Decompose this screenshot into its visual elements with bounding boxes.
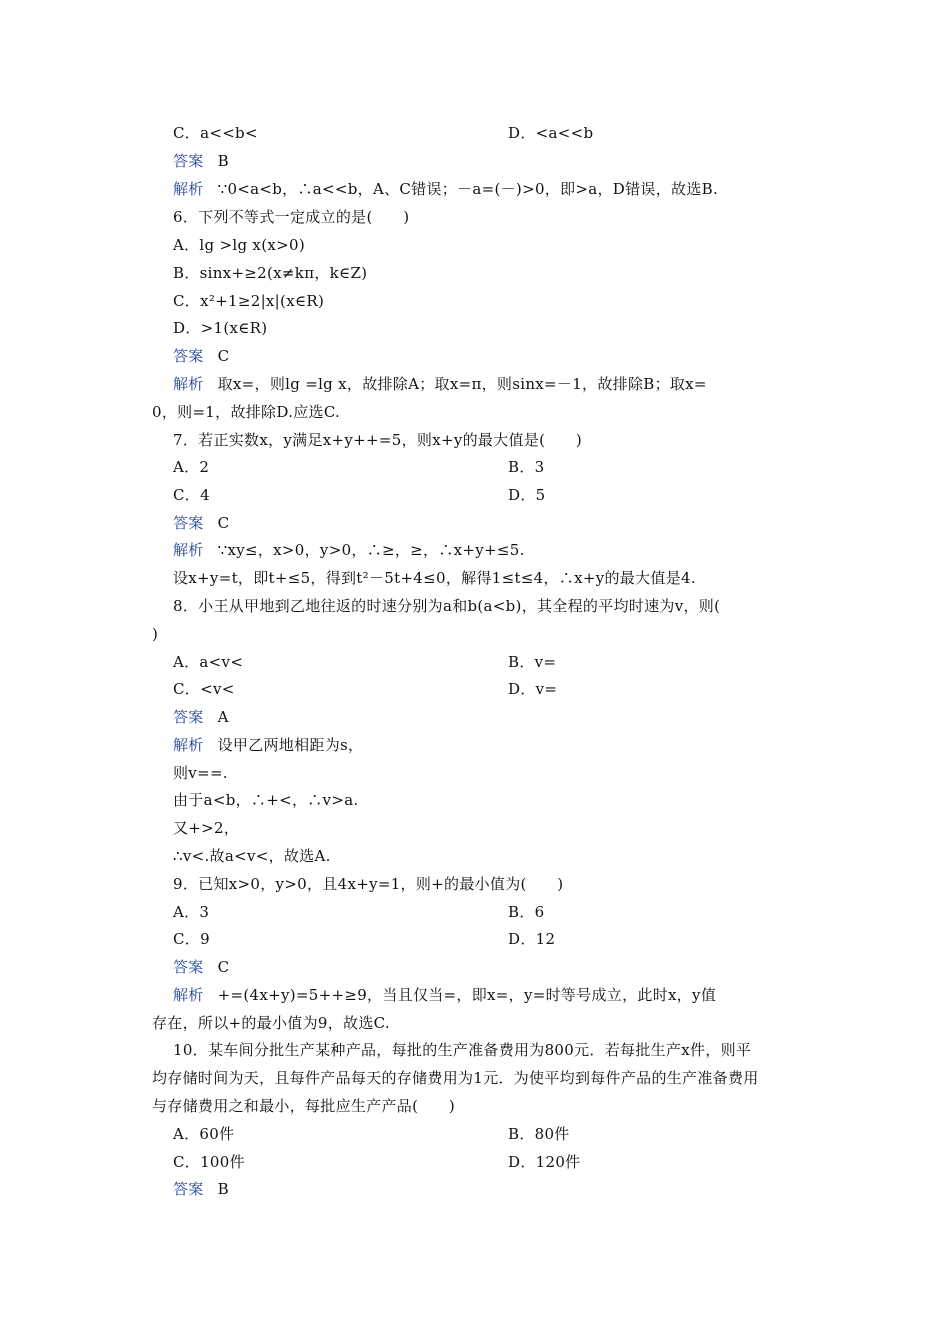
q8-answer	[173, 707, 229, 727]
analysis-label: 解析	[173, 541, 204, 559]
q9-option-a: A．3	[173, 903, 210, 921]
answer-label: 答案	[173, 958, 204, 976]
q6-option-b: B．sinx+≥2(x≠kπ，k∈Z)	[173, 264, 368, 282]
q6-option-a: A．lg >lg x(x>0)	[173, 236, 305, 254]
q8-analysis-line-5: ∴v<.故a<v<，故选A.	[173, 847, 331, 865]
analysis-text: ∵0<a<b，∴a<<b，A、C错误；－a=(－)>0，即>a，D错误，故选B.	[217, 180, 719, 198]
q8-option-a: A．a<v<	[173, 653, 244, 671]
q8-option-d: D．v=	[508, 680, 558, 698]
analysis-label: 解析	[173, 986, 204, 1004]
q10-stem-line-2: 均存储时间为天，且每件产品每天的存储费用为1元．为使平均到每件产品的生产准备费用	[152, 1069, 759, 1087]
q7-option-a: A．2	[173, 458, 210, 476]
q6-analysis-line-1	[173, 374, 707, 394]
q8-stem-line-2: )	[152, 625, 159, 643]
q10-option-d: D．120件	[508, 1153, 581, 1171]
q5-analysis	[173, 179, 718, 199]
q6-stem: 6．下列不等式一定成立的是( )	[173, 208, 410, 226]
q5-option-d: D．<a<<b	[508, 124, 594, 142]
q7-analysis-line-1	[173, 540, 525, 560]
q10-option-b: B．80件	[508, 1125, 570, 1143]
q6-option-d: D．>1(x∈R)	[173, 319, 268, 337]
q8-analysis-line-2: 则v==.	[173, 764, 228, 782]
answer-label: 答案	[173, 708, 204, 726]
answer-value: A	[217, 708, 229, 726]
q9-analysis-line-1	[173, 985, 716, 1005]
answer-label: 答案	[173, 514, 204, 532]
q8-option-b: B．v=	[508, 653, 557, 671]
q7-analysis-line-2: 设x+y=t，即t+≤5，得到t²－5t+4≤0，解得1≤t≤4，∴x+y的最大值是4.	[173, 569, 696, 587]
answer-value: B	[217, 152, 229, 170]
q9-answer	[173, 957, 229, 977]
q8-stem-line-1: 8．小王从甲地到乙地往返的时速分别为a和b(a<b)，其全程的平均时速为v，则(	[173, 597, 721, 615]
q6-option-c: C．x²+1≥2|x|(x∈R)	[173, 292, 325, 310]
q10-option-a: A．60件	[173, 1125, 235, 1143]
q7-option-c: C．4	[173, 486, 210, 504]
q10-option-c: C．100件	[173, 1153, 245, 1171]
q8-option-c: C．<v<	[173, 680, 235, 698]
analysis-text: 取x=，则lg =lg x，故排除A；取x=π，则sinx=－1，故排除B；取x=	[217, 375, 707, 393]
q9-analysis-line-2: 存在，所以+的最小值为9，故选C.	[152, 1014, 390, 1032]
q8-analysis-line-4: 又+>2，	[173, 819, 240, 837]
answer-value: C	[217, 347, 230, 365]
q8-analysis-line-1	[173, 735, 363, 755]
q7-option-d: D．5	[508, 486, 546, 504]
answer-label: 答案	[173, 347, 204, 365]
q6-analysis-line-2: 0，则=1，故排除D.应选C.	[152, 403, 341, 421]
analysis-text: ∵xy≤，x>0，y>0，∴≥，≥，∴x+y+≤5.	[217, 541, 525, 559]
q5-answer	[173, 151, 229, 171]
q10-answer	[173, 1179, 229, 1199]
answer-value: C	[217, 514, 230, 532]
answer-value: B	[217, 1180, 229, 1198]
q5-option-c: C．a<<b<	[173, 124, 258, 142]
q7-option-b: B．3	[508, 458, 545, 476]
analysis-label: 解析	[173, 180, 204, 198]
q9-option-b: B．6	[508, 903, 545, 921]
q10-stem-line-3: 与存储费用之和最小，每批应生产产品( )	[152, 1097, 456, 1115]
q9-option-c: C．9	[173, 930, 210, 948]
q8-analysis-line-3: 由于a<b，∴+<，∴v>a.	[173, 791, 359, 809]
answer-label: 答案	[173, 1180, 204, 1198]
analysis-label: 解析	[173, 736, 204, 754]
analysis-label: 解析	[173, 375, 204, 393]
answer-value: C	[217, 958, 230, 976]
q7-answer	[173, 513, 229, 533]
q9-option-d: D．12	[508, 930, 556, 948]
q10-stem-line-1: 10．某车间分批生产某种产品，每批的生产准备费用为800元．若每批生产x件，则平	[173, 1041, 752, 1059]
analysis-text: 设甲乙两地相距为s，	[217, 736, 364, 754]
q7-stem: 7．若正实数x，y满足x+y++=5，则x+y的最大值是( )	[173, 431, 583, 449]
q9-stem: 9．已知x>0，y>0，且4x+y=1，则+的最小值为( )	[173, 875, 564, 893]
answer-label: 答案	[173, 152, 204, 170]
q6-answer	[173, 346, 229, 366]
analysis-text: +=(4x+y)=5++≥9，当且仅当=，即x=，y=时等号成立，此时x，y值	[217, 986, 717, 1004]
